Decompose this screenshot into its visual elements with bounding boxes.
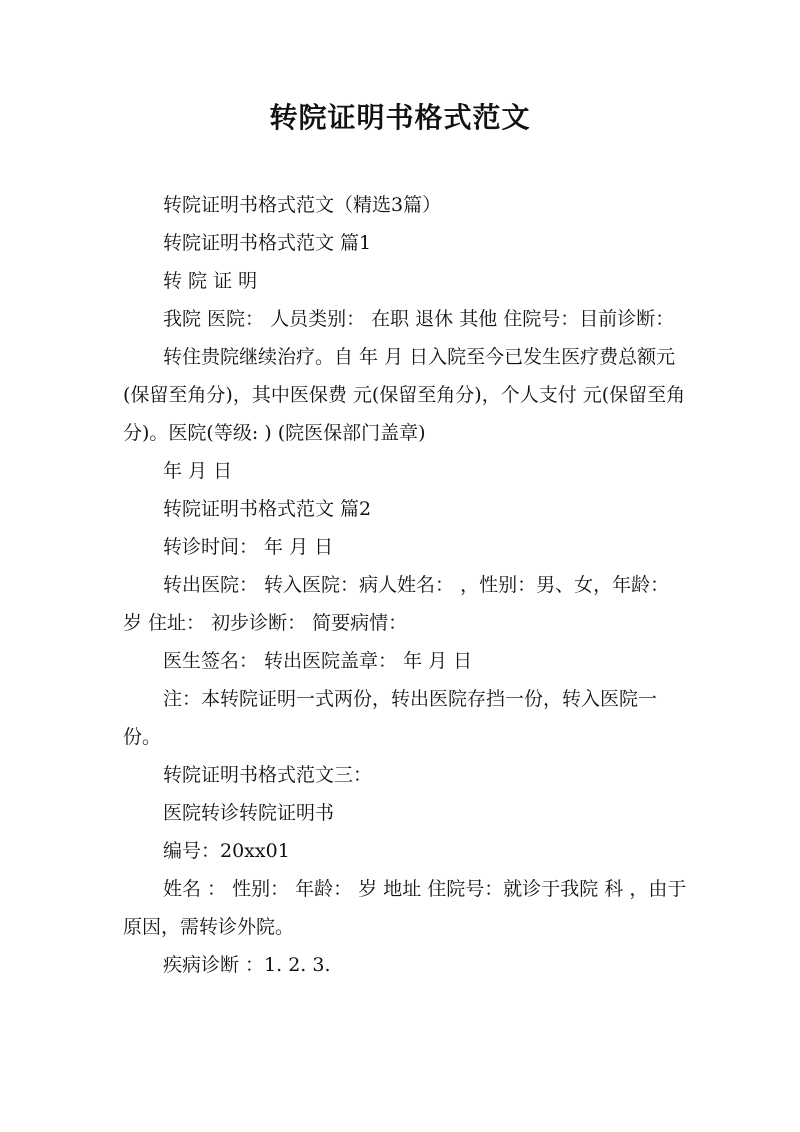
- paragraph: 转院证明书格式范文 篇2: [163, 498, 372, 520]
- paragraph: 疾病诊断 ：1. 2. 3.: [163, 954, 331, 976]
- paragraph: 转住贵院继续治疗。自 年 月 日入院至今已发生医疗费总额元(保留至角分)，其中医保费 元(保留至角分)，个人支付 元(保留至角分)。医院(等级: ) (院医保部门盖章): [123, 346, 686, 444]
- paragraph: 医生签名： 转出医院盖章： 年 月 日: [163, 650, 473, 672]
- paragraph: 姓名 ： 性别： 年龄： 岁 地址 住院号：就诊于我院 科 ，由于 原因，需转诊外院。: [123, 878, 687, 938]
- paragraph: 医院转诊转院证明书: [163, 802, 335, 824]
- paragraph: 转诊时间： 年 月 日: [163, 536, 334, 558]
- paragraph: 转出医院： 转入医院：病人姓名： ，性别：男、女，年龄： 岁 住址： 初步诊断： 简要病情：: [123, 574, 670, 634]
- paragraph: 编号：20xx01: [163, 840, 290, 862]
- paragraph: 转院证明书格式范文三：: [163, 764, 373, 786]
- paragraph: 我院 医院： 人员类别： 在职 退休 其他 住院号：目前诊断：: [163, 308, 675, 330]
- paragraph: 注：本转院证明一式两份，转出医院存挡一份，转入医院一份。: [123, 688, 658, 748]
- paragraph: 年 月 日: [163, 460, 233, 482]
- document-title: 转院证明书格式范文: [269, 101, 531, 134]
- paragraph: 转院证明书格式范文（精选3篇）: [163, 194, 442, 216]
- paragraph: 转 院 证 明: [163, 270, 258, 292]
- paragraph: 转院证明书格式范文 篇1: [163, 232, 372, 254]
- document-body: [123, 186, 693, 984]
